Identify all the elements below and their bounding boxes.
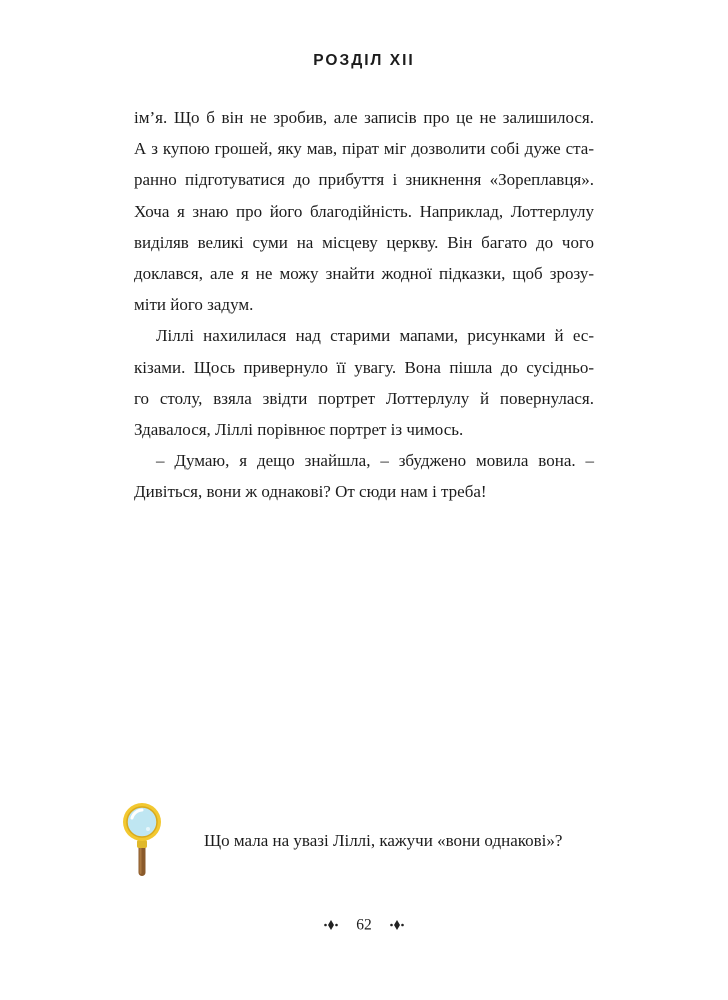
text-line: Дивіться, вони ж однакові? От сюди нам і треба! <box>134 482 487 502</box>
text-line: кізами. Щось привернуло її увагу. Вона пішла до сусідньо- <box>134 357 594 377</box>
page-number: 62 <box>356 916 372 934</box>
question-text: Що мала на увазі Ліллі, кажучи «вони однакові»? <box>204 831 563 850</box>
chapter-title: РОЗДІЛ XII <box>313 52 415 69</box>
text-line: – Думаю, я дещо знайшла, – збуджено мовила вона. – <box>156 451 594 471</box>
text-line: А з купою грошей, яку мав, пірат міг дозволити собі дуже ста- <box>134 139 594 159</box>
ornament-left-icon <box>324 919 338 931</box>
text-line: Здавалося, Ліллі порівнює портрет із чимось. <box>134 419 464 439</box>
text-line: ім’я. Що б він не зробив, але записів про це не залишилося. <box>134 108 594 127</box>
text-line: Хоча я знаю про його благодійність. Наприклад, Лоттерлулу <box>134 201 594 221</box>
text-line: ранно підготуватися до прибуття і зникнення «Зореплавця». <box>134 170 594 190</box>
paragraph-2 <box>134 320 594 445</box>
paragraph-1 <box>134 102 594 320</box>
text-line: доклався, але я не можу знайти жодної підказки, щоб зрозу- <box>134 263 594 283</box>
text-line: Ліллі нахилилася над старими мапами, рисунками й ес- <box>156 326 594 346</box>
text-line: виділяв великі суми на місцеву церкву. Він багато до чого <box>134 232 594 252</box>
body-text <box>134 102 594 507</box>
text-line: міти його задум. <box>134 295 254 315</box>
ornament-right-icon <box>390 919 404 931</box>
paragraph-3 <box>134 445 594 507</box>
magnifying-glass-icon <box>118 800 166 880</box>
text-line: го столу, взяла звідти портрет Лоттерлулу й повернулася. <box>134 388 594 408</box>
page-footer <box>0 916 728 934</box>
